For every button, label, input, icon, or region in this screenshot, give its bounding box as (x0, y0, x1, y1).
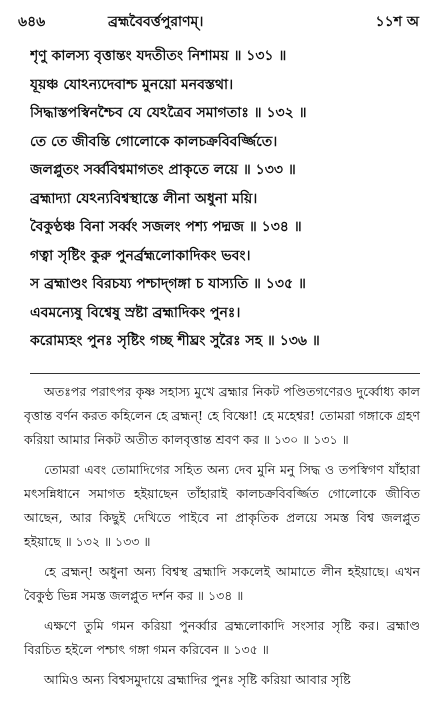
commentary-paragraph: অতঃপর পরাৎপর কৃষ্ণ সহাস্য মুখে ব্রহ্মার নিকট পণ্ডিতগণেরও দুর্ব্বোধ্য কাল বৃত্তান্ত বর্ণন করত কহিলেন হে ব্রহ্মন্‌! হে বিষ্ণো! হে মহেশ্বর! তোমরা গঙ্গাকে গ্রহণ করিয়া আমার নিকট অতীত কালবৃত্তান্ত শ্রবণ কর ॥ ১৩০ ॥ ১৩১ ॥ (24, 384, 420, 447)
commentary-paragraph: এক্ষণে তুমি গমন করিয়া পুনর্ব্বার ব্রহ্মলোকাদি সংসার সৃষ্টি কর। ব্রহ্মাণ্ড বিরচিত হইলে পশ্চাৎ গঙ্গা গমন করিবেন ॥ ১৩৫ ॥ (24, 618, 420, 657)
verse-line: সিদ্ধাস্তপস্বিনশ্চৈব যে যেঽত্রৈব সমাগতাঃ ॥ ১৩২ ॥ (30, 105, 307, 121)
verse-block (30, 42, 425, 356)
verse-line: বৈকুণ্ঠঞ্চ বিনা সর্ব্বং সজলং পশ্য পদ্মজ ॥ ১৩৪ ॥ (30, 219, 302, 235)
verse-line: এবমন্যেষু বিশ্বেষু স্রষ্টা ব্রহ্মাদিকং পুনঃ। (30, 304, 241, 321)
verse-line: গত্বা সৃষ্টিং কুরু পুনর্ব্রহ্মলোকাদিকং ভবং। (30, 247, 251, 264)
commentary-block (24, 380, 420, 698)
running-title: ব্রহ্মবৈবর্ত্তপুরাণম্‌। (108, 14, 204, 30)
verse-line: করোম্যহং পুনঃ সৃষ্টিং গচ্ছ শীঘ্রং সুরৈঃ সহ ॥ ১৩৬ ॥ (30, 333, 320, 349)
verse-line: জলপ্লুতং সর্ব্ববিশ্বমাগতং প্রাকৃতে লয়ে ॥ ১৩৩ ॥ (30, 162, 296, 178)
page-header (18, 10, 419, 32)
verse-line: যূয়ঞ্চ যোঽন্যদেবাশ্চ মুনয়ো মনবস্তথা। (30, 76, 234, 93)
commentary-paragraph: তোমরা এবং তোমাদিগের সহিত অন্য দেব মুনি মনু সিদ্ধ ও তপস্বিগণ যাঁহারা মৎসন্নিধানে সমাগত হইয়াছেন তাঁহারাই কালচক্রবিবর্জ্জিত গোলোকে জীবিত আছেন, আর কিছুই দেখিতে পাইবে না প্রাকৃতিক প্রলয়ে সমস্ত বিশ্ব জলপ্লুত হইয়াছে ॥ ১৩২ ॥ ১৩৩ ॥ (24, 462, 420, 549)
page-number: ৬৪৬ (18, 14, 46, 30)
commentary-paragraph: আমিও অন্য বিশ্বসমুদায়ে ব্রহ্মাদির পুনঃ সৃষ্টি করিয়া আবার সৃষ্টি (44, 672, 351, 687)
commentary-paragraph: হে ব্রহ্মন্‌! অধুনা অন্য বিশ্বস্থ ব্রহ্মাদি সকলেই আমাতে লীন হইয়াছে। এখন বৈকুণ্ঠ ভিন্ন সমস্ত জলপ্লুত দর্শন কর ॥ ১৩৪ ॥ (24, 564, 420, 603)
verse-line: তে তে জীবন্তি গোলোকে কালচক্রবিবর্জ্জিতে। (30, 133, 278, 150)
chapter-label: ১১শ অ (375, 14, 419, 30)
verse-line: স ব্রহ্মাণ্ডং বিরচয্য পশ্চাদ্‌গঙ্গা চ যাস্যতি ॥ ১৩৫ ॥ (30, 276, 306, 292)
verse-line: ব্রহ্মাদ্যা যেঽন্যবিশ্বস্থাস্তে লীনা অধুনা ময়ি। (30, 190, 258, 207)
section-divider (30, 373, 420, 374)
verse-line: শৃণু কালস্য বৃত্তান্তং যদতীতং নিশাময় ॥ ১৩১ ॥ (30, 48, 287, 64)
